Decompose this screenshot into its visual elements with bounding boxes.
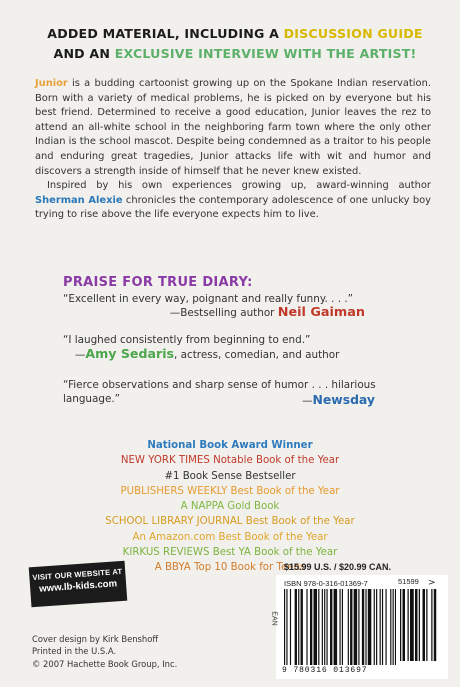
headline-line-1	[20, 24, 450, 44]
website-badge-label: VISIT OUR WEBSITE AT	[32, 566, 123, 583]
quote-source: Amy Sedaris	[85, 346, 175, 362]
awards-list	[40, 438, 420, 576]
quote-text: “I laughed consistently from beginning to end.”	[63, 334, 311, 346]
discussion-guide-highlight: DISCUSSION GUIDE	[283, 26, 423, 41]
barcode-digits: 9 780316 013697	[282, 666, 368, 675]
ean-barcode	[284, 589, 396, 665]
attribution-prefix: —Bestselling author	[169, 307, 278, 320]
price-addon-barcode	[400, 589, 440, 661]
description-text: Inspired by his own experiences growing up, award-winning author	[47, 180, 431, 192]
quote-attribution	[63, 306, 393, 320]
author-name: Sherman Alexie	[35, 194, 123, 206]
award-item: National Book Award Winner	[147, 440, 313, 451]
award-item: SCHOOL LIBRARY JOURNAL Best Book of the Year	[105, 516, 355, 528]
award-item: KIRKUS REVIEWS Best YA Book of the Year	[122, 547, 338, 559]
headline-text: AND AN	[53, 46, 115, 61]
attribution-suffix: , actress, comedian, and author	[174, 349, 340, 362]
price-label: $15.99 U.S. / $20.99 CAN.	[284, 562, 392, 572]
headline-text: ADDED MATERIAL, INCLUDING A	[47, 26, 284, 41]
praise-heading: PRAISE FOR TRUE DIARY:	[63, 275, 253, 290]
ean-label: EAN	[270, 611, 278, 626]
quote-text: “Excellent in every way, poignant and really funny. . . .”	[63, 293, 354, 305]
website-url: www.lb-kids.com	[38, 578, 118, 595]
award-item: NEW YORK TIMES Notable Book of the Year	[120, 455, 340, 467]
cover-design-credit: Cover design by Kirk Benshoff	[32, 634, 159, 644]
headline	[20, 24, 450, 64]
junior-name: Junior	[35, 78, 68, 89]
printed-in-credit: Printed in the U.S.A.	[32, 646, 117, 657]
award-item: A NAPPA Gold Book	[180, 501, 280, 513]
quote-text: “Fierce observations and sharp sense of humor . . . hilarious language.”	[63, 379, 376, 406]
copyright-notice: © 2007 Hachette Book Group, Inc.	[32, 658, 178, 669]
award-item: PUBLISHERS WEEKLY Best Book of the Year	[120, 485, 340, 497]
award-item: #1 Book Sense Bestseller	[164, 470, 296, 482]
barcode-area	[270, 575, 448, 679]
quiet-zone-mark: >	[428, 578, 436, 588]
website-badge	[29, 561, 128, 608]
description-text: is a budding cartoonist growing up on the Spokane Indian reservation. Born with a variety of medical problems, he is picked on by everyone but his best friend. Determined to receive a good education, Junior leaves the rez to attend an all-white school in the neighboring farm town where the only other Indian is the school mascot. Despite being condemned as a traitor to his people and enduring great tragedies, Junior attacks life with wit and humor and discovers a strength inside of himself that he never knew existed.	[35, 78, 431, 177]
description-paragraph-1	[35, 77, 431, 179]
praise-quote-sedaris	[63, 333, 403, 363]
quote-attribution	[63, 346, 340, 362]
book-description	[35, 77, 431, 223]
award-item: An Amazon.com Best Book of the Year	[132, 531, 328, 543]
isbn-number: ISBN 978-0-316-01369-7	[284, 579, 368, 588]
attribution-prefix: —	[302, 394, 313, 407]
attribution-prefix: —	[75, 349, 86, 362]
headline-line-2	[20, 44, 450, 64]
description-text: chronicles the contemporary adolescence of one unlucky boy trying to rise above the life everyone expects him to live.	[35, 194, 431, 221]
quote-source: Neil Gaiman	[277, 305, 365, 321]
price-code: 51599	[398, 577, 419, 586]
praise-quote-newsday	[63, 378, 403, 408]
praise-quote-gaiman	[63, 292, 393, 321]
award-item: A BBYA Top 10 Book for Teens	[154, 562, 306, 574]
quote-source: Newsday	[312, 391, 375, 407]
interview-highlight: EXCLUSIVE INTERVIEW WITH THE ARTIST!	[114, 46, 417, 61]
credits	[32, 633, 177, 670]
description-paragraph-2	[35, 179, 431, 223]
